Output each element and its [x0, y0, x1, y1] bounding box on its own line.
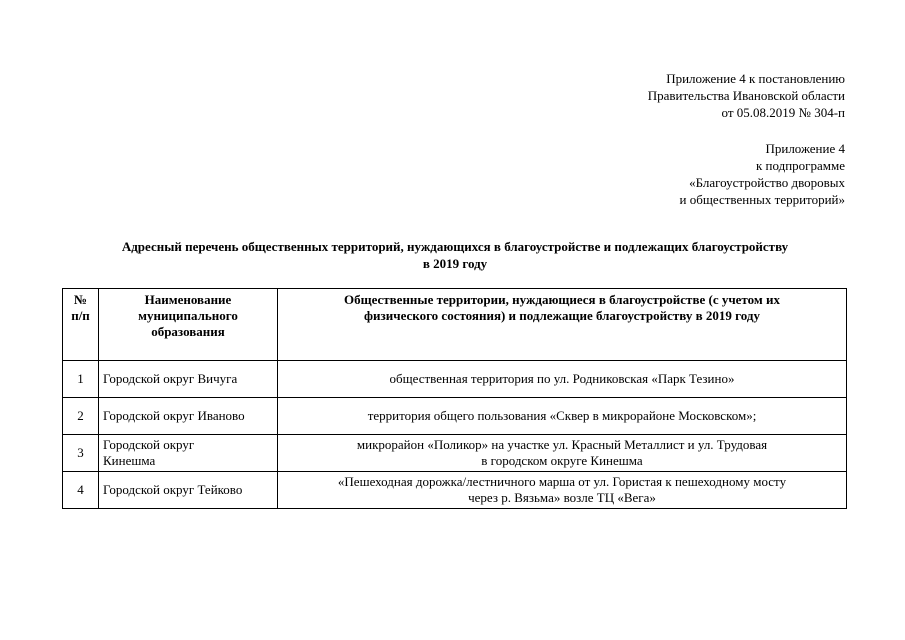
- subprogram-header-line: Приложение 4: [765, 141, 845, 156]
- document-title-line: в 2019 году: [422, 256, 488, 271]
- header-territory: Общественные территории, нуждающиеся в благоустройстве (с учетом их физического состояния) и подлежащие благоустройству в 2019 году: [278, 289, 847, 361]
- territory-cell: «Пешеходная дорожка/лестничного марша от ул. Гористая к пешеходному мосту через р. Вязьма» возле ТЦ «Вега»: [278, 472, 847, 509]
- header-municipality: Наименование муниципального образования: [99, 289, 278, 361]
- row-number: 1: [63, 361, 99, 398]
- table-row: [63, 398, 847, 435]
- resolution-header-line: Правительства Ивановской области: [647, 88, 845, 103]
- subprogram-header-line: «Благоустройство дворовых: [689, 175, 845, 190]
- table-row: [63, 472, 847, 509]
- territory-cell: микрорайон «Поликор» на участке ул. Красный Металлист и ул. Трудовая в городском округе Кинешма: [278, 435, 847, 472]
- subprogram-header-line: и общественных территорий»: [679, 192, 845, 207]
- territories-table: [62, 288, 847, 509]
- subprogram-appendix-header: [680, 140, 845, 208]
- resolution-header-line: от 05.08.2019 № 304-п: [721, 105, 845, 120]
- header-number: № п/п: [63, 289, 99, 361]
- municipality-cell: Городской округ Тейково: [99, 472, 278, 509]
- row-number: 4: [63, 472, 99, 509]
- municipality-cell: Городской округ Вичуга: [99, 361, 278, 398]
- row-number: 2: [63, 398, 99, 435]
- document-title-line: Адресный перечень общественных территорий, нуждающихся в благоустройстве и подлежащих благоустройству: [121, 239, 789, 254]
- table-row: [63, 361, 847, 398]
- municipality-cell: Городской округ Иваново: [99, 398, 278, 435]
- document-title: [40, 238, 870, 272]
- row-number: 3: [63, 435, 99, 472]
- table-row: [63, 435, 847, 472]
- municipality-cell: Городской округ Кинешма: [99, 435, 278, 472]
- resolution-header-line: Приложение 4 к постановлению: [666, 71, 845, 86]
- territory-cell: общественная территория по ул. Родниковская «Парк Тезино»: [278, 361, 847, 398]
- resolution-appendix-header: [648, 70, 845, 121]
- table-header-row: [63, 289, 847, 361]
- subprogram-header-line: к подпрограмме: [755, 158, 845, 173]
- territory-cell: территория общего пользования «Сквер в микрорайоне Московском»;: [278, 398, 847, 435]
